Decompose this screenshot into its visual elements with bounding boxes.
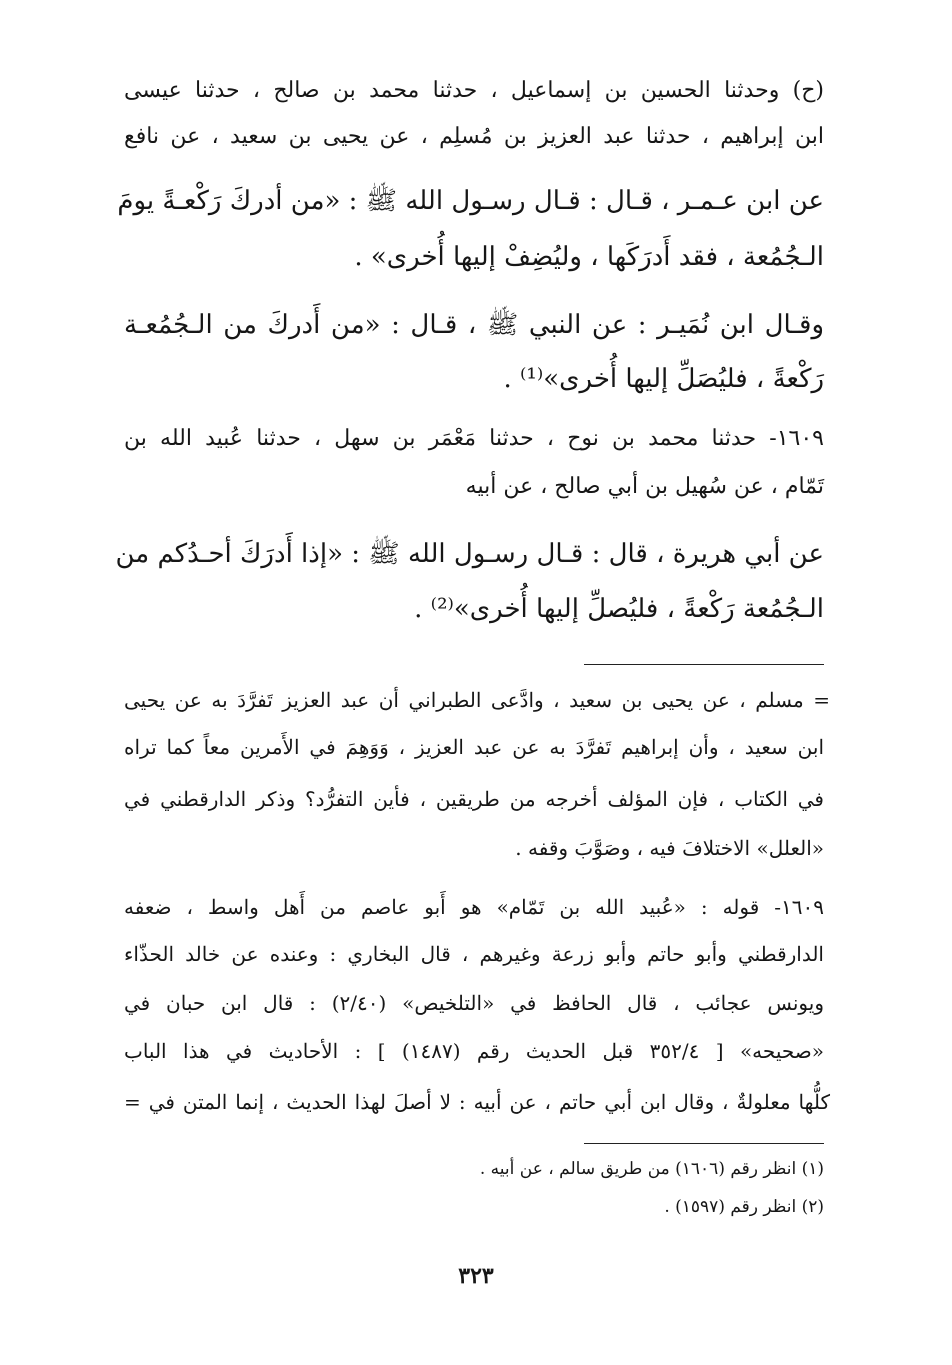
commentary-line: ابن سعيد ، وأن إبراهيم تَفرَّدَ به عن عبد العزيز ، وَوَهِمَ في الأَمرين معاً كما تراه [124,735,824,759]
commentary-separator [584,664,824,665]
commentary-line: «العلل» الاختلافَ فيه ، وصَوَّبَ وقفه . [515,836,824,860]
commentary-line: ١٦٠٩- قوله : «عُبيد الله بن تَمّام» هو أَبو عاصم من أَهل واسط ، ضعفه [124,895,824,919]
text-line: عن ابن عـمـر ، قـال : قـال رسـول الله ﷺ : «من أدركَ رَكْعـةً يومَ [117,186,824,216]
commentary-line: الدارقطني وأبو حاتم وأبو زرعة وغيرهم ، قال البخاري : وعنده عن خالد الحذّاء [124,942,824,966]
commentary-line: في الكتاب ، فإن المؤلف أخرجه من طريقين ، فأين التفرُّد؟ وذكر الدارقطني في [124,787,824,811]
text-line: تَمّام ، عن سُهيل بن أبي صالح ، عن أبيه [465,474,824,499]
commentary-line: = مسلم ، عن يحيى بن سعيد ، وادَّعى الطبراني أن عبد العزيز تَفرَّدَ به عن يحيى [124,688,830,712]
page-number: ٣٢٣ [458,1263,494,1289]
text-line: رَكْعةً ، فليُصَلِّ إليها أُخرى»⁽¹⁾ . [503,364,824,394]
text-line: الـجُمُعة رَكْعةً ، فليُصلِّ إليها أُخرى»⁽²⁾ . [414,594,824,624]
footnote-separator [584,1143,824,1144]
text-line: ١٦٠٩- حدثنا محمد بن نوح ، حدثنا مَعْمَر بن سهل ، حدثنا عُبيد الله بن [124,426,824,451]
commentary-line: كلُّها معلولةٌ ، وقال ابن أبي حاتم ، عن أبيه : لا أصلَ لهذا الحديث ، إنما المتن في = [124,1090,830,1114]
text-line: ابن إبراهيم ، حدثنا عبد العزيز بن مُسلِم ، عن يحيى بن سعيد ، عن نافع [124,124,824,149]
footnote-2: (٢) انظر رقم (١٥٩٧) . [664,1197,824,1217]
text-line: وقـال ابن نُمَيـر : عن النبي ﷺ ، قـال : «من أَدركَ من الـجُمُعـة [124,310,824,340]
text-line: عن أبي هريرة ، قال : قـال رسـول الله ﷺ : «إذا أَدرَكَ أحـدُكم من [115,539,824,569]
text-line: الـجُمُعة ، فقد أَدرَكَها ، وليُضِفْ إليها أُخرى» . [354,242,824,272]
text-line: (ح) وحدثنا الحسين بن إسماعيل ، حدثنا محمد بن صالح ، حدثنا عيسى [124,78,824,103]
commentary-line: ويونس عجائب ، قال الحافظ في «التلخيص» (٢/٤٠) : قال ابن حبان في [124,991,824,1015]
footnote-1: (١) انظر رقم (١٦٠٦) من طريق سالم ، عن أبيه . [479,1159,824,1179]
commentary-line: «صحيحه» [ ٣٥٢/٤ قبل الحديث رقم (١٤٨٧) ] : الأحاديث في هذا الباب [124,1039,824,1063]
